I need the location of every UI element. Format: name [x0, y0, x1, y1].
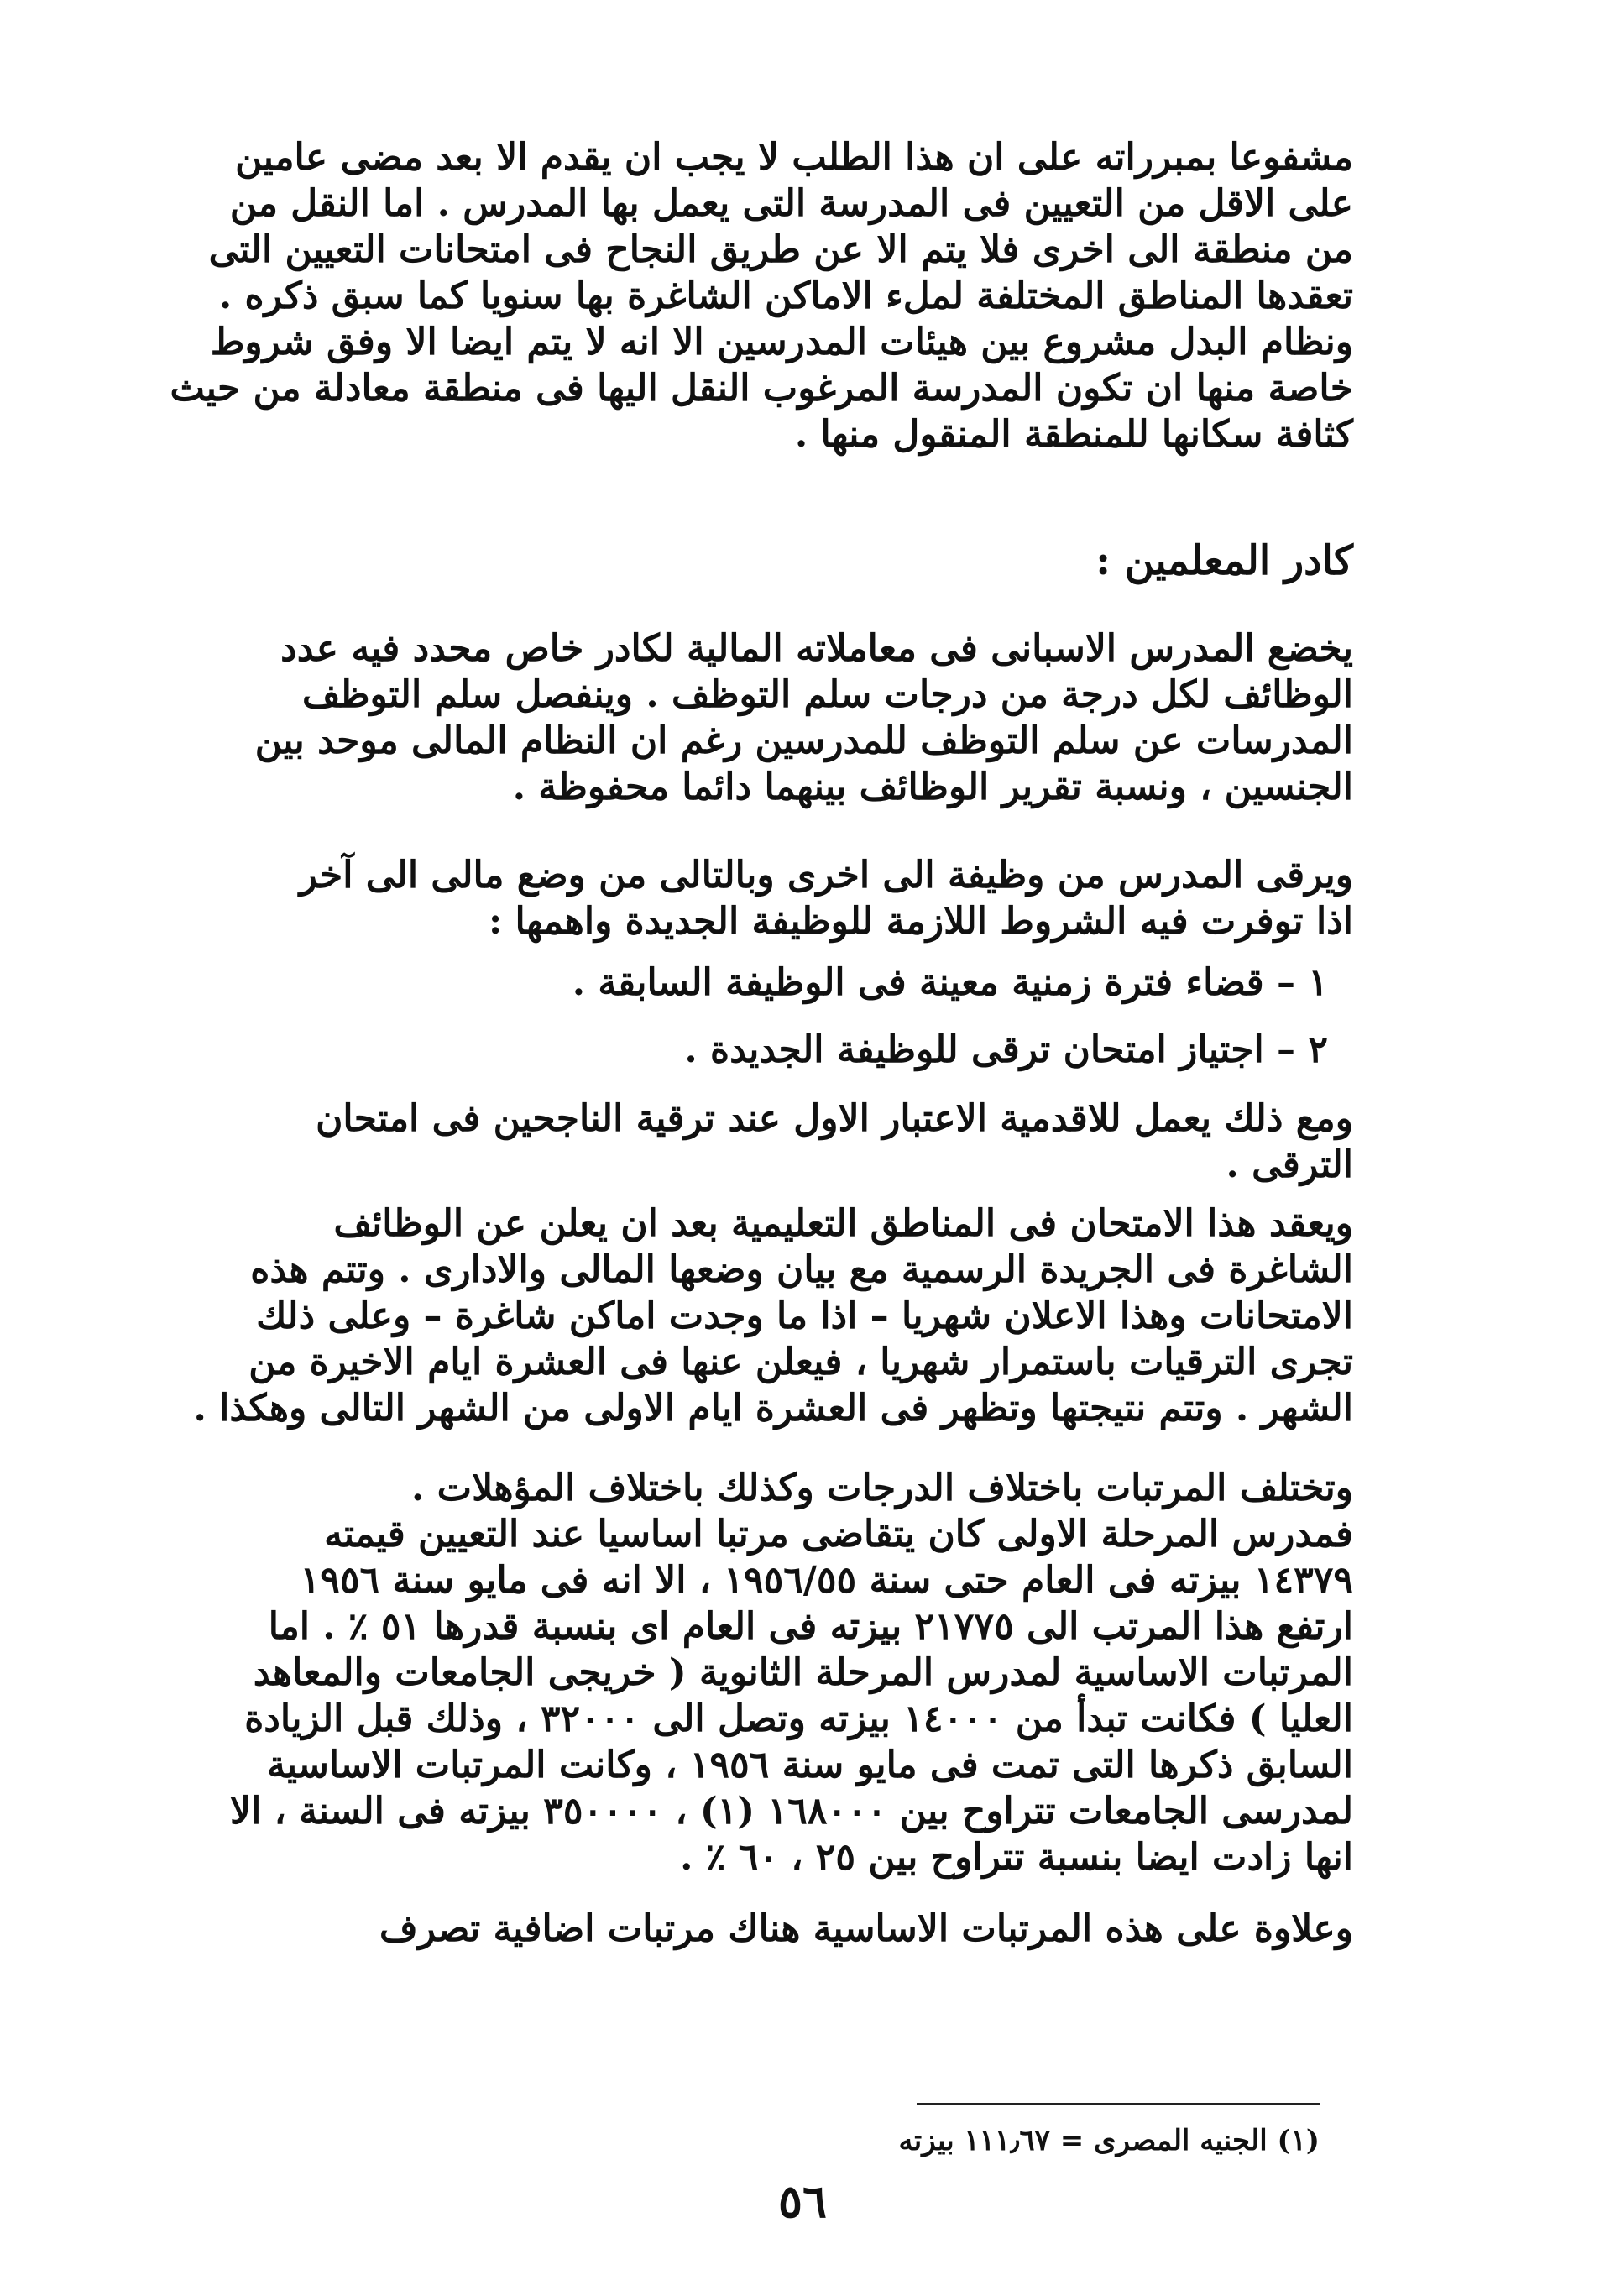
paragraph-line: الجنسين ، ونسبة تقرير الوظائف بينهما دائما محفوظة .	[512, 766, 1353, 808]
section-heading: كادر المعلمين :	[1095, 537, 1353, 584]
paragraph-line: المدرسات عن سلم التوظف للمدرسين رغم ان النظام المالى موحد بين	[254, 719, 1353, 762]
paragraph-line: انها زادت ايضا بنسبة تتراوح بين ٢٥ ، ٦٠ ٪ .	[680, 1836, 1353, 1879]
paragraph-1	[170, 134, 1353, 458]
paragraph-line: ويرقى المدرس من وظيفة الى اخرى وبالتالى من وضع مالى الى آخر	[299, 854, 1353, 897]
paragraph-line: كثافة سكانها للمنطقة المنقول منها .	[794, 413, 1353, 456]
paragraph-line: ١٤٣٧٩ بيزته فى العام حتى سنة ١٩٥٦/٥٥ ، الا انه فى مايو سنة ١٩٥٦	[300, 1559, 1353, 1602]
paragraph-line: الشاغرة فى الجريدة الرسمية مع بيان وضعها المالى والادارى . وتتم هذه	[250, 1248, 1353, 1291]
paragraph-line: خاصة منها ان تكون المدرسة المرغوب النقل اليها فى منطقة معادلة من حيث	[170, 367, 1353, 410]
footnote-divider	[917, 2103, 1320, 2105]
paragraph-3	[262, 852, 1353, 944]
paragraph-2	[254, 625, 1353, 810]
list-item: ٢ – اجتياز امتحان ترقى للوظيفة الجديدة .	[684, 1028, 1328, 1071]
paragraph-line: وعلاوة على هذه المرتبات الاساسية هناك مرتبات اضافية تصرف	[379, 1907, 1353, 1950]
page-number: ٥٦	[777, 2174, 828, 2228]
paragraph-line: الشهر . وتتم نتيجتها وتظهر فى العشرة ايام الاولى من الشهر التالى وهكذا .	[193, 1387, 1353, 1430]
paragraph-line: المرتبات الاساسية لمدرس المرحلة الثانوية ( خريجى الجامعات والمعاهد	[253, 1651, 1353, 1694]
paragraph-line: الامتحانات وهذا الاعلان شهريا – اذا ما وجدت اماكن شاغرة – وعلى ذلك	[256, 1294, 1353, 1337]
paragraph-line: السابق ذكرها التى تمت فى مايو سنة ١٩٥٦ ، وكانت المرتبات الاساسية	[267, 1744, 1353, 1786]
list-item: ١ – قضاء فترة زمنية معينة فى الوظيفة السابقة .	[572, 961, 1328, 1004]
paragraph-line: اذا توفرت فيه الشروط اللازمة للوظيفة الجديدة واهمها :	[488, 900, 1353, 943]
paragraph-line: يخضع المدرس الاسبانى فى معاملاته المالية لكادر خاص محدد فيه عدد	[280, 627, 1353, 670]
paragraph-line: ونظام البدل مشروع بين هيئات المدرسين الا انه لا يتم ايضا الا وفق شروط	[210, 321, 1353, 363]
paragraph-line: ومع ذلك يعمل للاقدمية الاعتبار الاول عند ترقية الناجحين فى امتحان	[316, 1097, 1353, 1140]
paragraph-line: على الاقل من التعيين فى المدرسة التى يعمل بها المدرس . اما النقل من	[229, 182, 1353, 225]
paragraph-7	[262, 1906, 1353, 1952]
paragraph-line: من منطقة الى اخرى فلا يتم الا عن طريق النجاح فى امتحانات التعيين التى	[208, 228, 1353, 271]
paragraph-line: فمدرس المرحلة الاولى كان يتقاضى مرتبا اساسيا عند التعيين قيمته	[324, 1513, 1353, 1556]
paragraph-line: تعقدها المناطق المختلفة لملء الاماكن الشاغرة بها سنويا كما سبق ذكره .	[218, 275, 1353, 317]
paragraph-5	[193, 1200, 1353, 1431]
paragraph-line: مشفوعا بمبرراته على ان هذا الطلب لا يجب ان يقدم الا بعد مضى عامين	[235, 136, 1353, 179]
paragraph-line: لمدرسى الجامعات تتراوح بين ١٦٨٠٠٠ (١) ، ٣٥٠٠٠٠ بيزته فى السنة ، الا	[229, 1790, 1353, 1833]
paragraph-line: العليا ) فكانت تبدأ من ١٤٠٠٠ بيزته وتصل الى ٣٢٠٠٠ ، وذلك قبل الزيادة	[244, 1697, 1353, 1740]
paragraph-line: ارتفع هذا المرتب الى ٢١٧٧٥ بيزته فى العام اى بنسبة قدرها ٥١ ٪ . اما	[268, 1605, 1353, 1648]
paragraph-6	[229, 1465, 1353, 1880]
paragraph-line: وتختلف المرتبات باختلاف الدرجات وكذلك باختلاف المؤهلات .	[411, 1467, 1353, 1509]
footnote: (١) الجنيه المصرى = ١١١٫٦٧ بيزته	[898, 2124, 1320, 2157]
paragraph-line: ويعقد هذا الامتحان فى المناطق التعليمية بعد ان يعلن عن الوظائف	[333, 1202, 1353, 1245]
paragraph-line: الترقى .	[1226, 1143, 1353, 1186]
paragraph-line: تجرى الترقيات باستمرار شهريا ، فيعلن عنها فى العشرة ايام الاخيرة من	[248, 1341, 1353, 1383]
paragraph-line: الوظائف لكل درجة من درجات سلم التوظف . وينفصل سلم التوظف	[301, 673, 1353, 716]
paragraph-4	[262, 1096, 1353, 1188]
